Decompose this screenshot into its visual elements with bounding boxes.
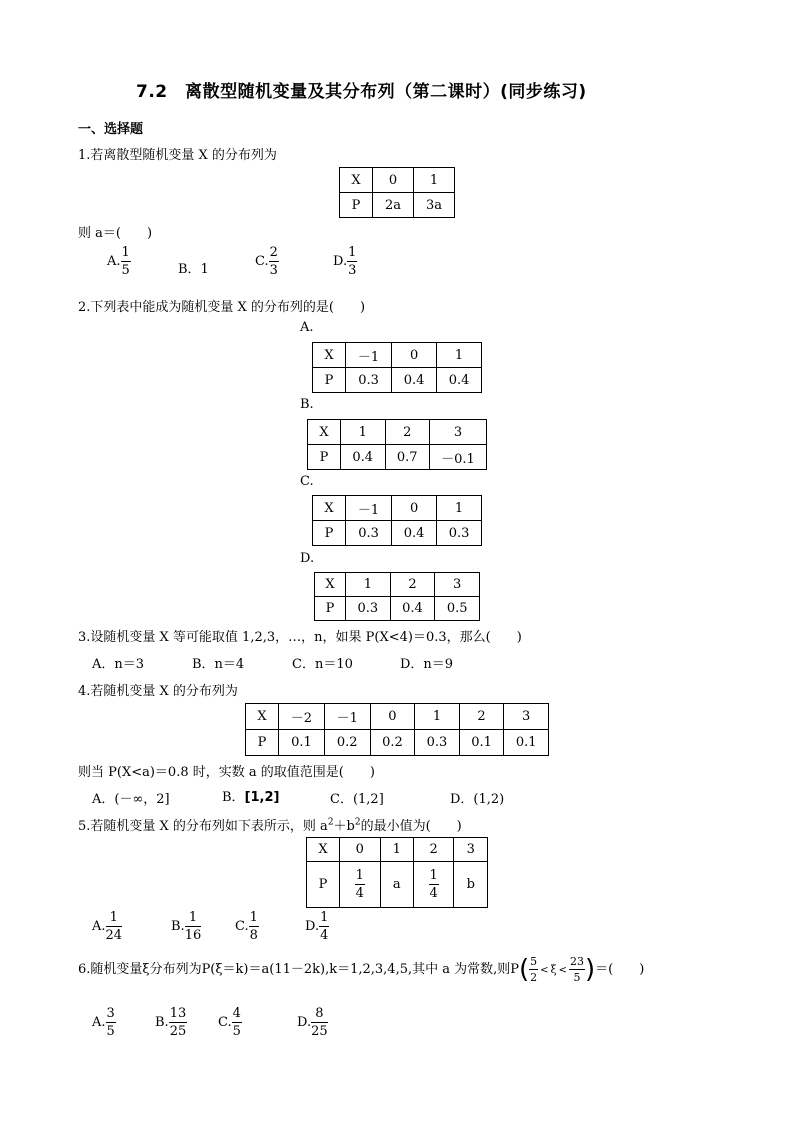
table-cell: P xyxy=(246,730,279,756)
table-cell: 0.1 xyxy=(279,730,325,756)
q2-table-a xyxy=(312,342,482,393)
table-cell: 0.5 xyxy=(435,597,480,621)
table-cell: 1 xyxy=(346,573,391,597)
numerator: 4 xyxy=(232,1006,241,1021)
section-heading: 一、选择题 xyxy=(78,122,144,137)
table-cell: 0 xyxy=(392,496,437,521)
fraction xyxy=(232,1007,242,1038)
denominator: 4 xyxy=(320,928,329,943)
q4-option-b xyxy=(222,786,279,805)
q5-option-b xyxy=(171,911,201,942)
option-label: A. xyxy=(92,1015,106,1030)
q6-stem xyxy=(78,956,644,983)
table-cell: 1 xyxy=(341,420,386,445)
fraction xyxy=(106,911,123,942)
table-cell: 1 xyxy=(380,838,413,862)
table-cell: －0.1 xyxy=(430,445,487,470)
table-cell: P xyxy=(313,521,346,546)
fraction xyxy=(429,869,439,900)
q6-stem-end: ＝( ) xyxy=(595,962,645,977)
q6-option-c xyxy=(218,1007,242,1038)
table-cell: 2a xyxy=(373,193,414,218)
table-cell: 0.2 xyxy=(370,730,415,756)
table-cell: 3a xyxy=(414,193,455,218)
numerator: 13 xyxy=(169,1006,187,1021)
q2-table-d xyxy=(314,572,480,621)
table-cell: 0.3 xyxy=(437,521,482,546)
q5-stem-text: ＋b xyxy=(333,819,355,834)
denominator: 4 xyxy=(355,886,364,901)
denominator: 3 xyxy=(348,263,357,278)
fraction xyxy=(311,1007,328,1038)
less-than: < xyxy=(558,965,567,976)
q1-stem: 1.若离散型随机变量 X 的分布列为 xyxy=(78,148,277,163)
table-cell: －1 xyxy=(346,343,392,368)
table-cell: X xyxy=(315,573,346,597)
q2-option-d-label: D. xyxy=(300,551,315,566)
table-cell: 0.3 xyxy=(346,521,392,546)
less-than: < xyxy=(540,965,549,976)
fraction xyxy=(185,911,202,942)
denominator: 3 xyxy=(269,263,278,278)
q5-table xyxy=(306,837,488,908)
table-cell: 3 xyxy=(504,704,549,730)
denominator: 5 xyxy=(232,1024,241,1039)
table-cell: 0.2 xyxy=(324,730,370,756)
numerator: 1 xyxy=(249,910,258,925)
option-label: A. xyxy=(107,254,121,269)
denominator: 4 xyxy=(429,886,438,901)
table-cell: 0 xyxy=(370,704,415,730)
table-cell xyxy=(340,862,381,908)
table-cell: X xyxy=(313,343,346,368)
fraction xyxy=(169,1007,188,1038)
table-cell: －2 xyxy=(279,704,325,730)
q4-option-d: D．(1,2) xyxy=(450,792,505,807)
numerator: 1 xyxy=(185,911,202,927)
fraction xyxy=(121,246,131,277)
table-cell: 3 xyxy=(454,838,488,862)
table-cell: 0.4 xyxy=(390,597,435,621)
q4-option-c: C．(1,2] xyxy=(330,792,384,807)
q5-option-a xyxy=(92,911,122,942)
q3-option-c: C．n＝10 xyxy=(292,657,353,672)
denominator: 2 xyxy=(530,971,538,984)
fraction xyxy=(269,246,279,277)
fraction xyxy=(569,956,585,983)
table-cell: 0 xyxy=(392,343,437,368)
table-cell: 0.1 xyxy=(504,730,549,756)
q5-option-c xyxy=(235,911,259,942)
table-cell: 3 xyxy=(435,573,480,597)
fraction xyxy=(319,911,329,942)
q5-option-d xyxy=(305,911,329,942)
numerator: 2 xyxy=(269,245,278,260)
numerator: 1 xyxy=(348,245,357,260)
option-label: B. xyxy=(155,1015,169,1030)
q1-ask: 则 a＝( ) xyxy=(78,226,153,241)
q4-ask: 则当 P(X<a)＝0.8 时，实数 a 的取值范围是( ) xyxy=(78,765,375,780)
table-cell: 0.3 xyxy=(346,597,391,621)
option-label: C. xyxy=(255,254,269,269)
table-cell: P xyxy=(313,368,346,393)
table-cell: 1 xyxy=(437,496,482,521)
table-cell: －1 xyxy=(346,496,392,521)
denominator: 25 xyxy=(311,1024,328,1039)
table-cell: 0.1 xyxy=(459,730,504,756)
numerator: 1 xyxy=(106,911,123,927)
q4-stem: 4.若随机变量 X 的分布列为 xyxy=(78,684,238,699)
option-label: D. xyxy=(305,919,320,934)
numerator: 1 xyxy=(320,910,329,925)
fraction xyxy=(529,956,538,983)
q6-stem-text: 6.随机变量ξ分布列为P(ξ＝k)＝a(11－2k),k＝1,2,3,4,5,其中 a 为常数,则P xyxy=(78,962,519,977)
q5-stem-text: 的最小值为( ) xyxy=(360,819,462,834)
fraction xyxy=(249,911,259,942)
option-value: [1,2] xyxy=(244,790,280,805)
q3-option-a: A．n＝3 xyxy=(92,657,145,672)
table-cell xyxy=(413,862,454,908)
q2-table-b xyxy=(307,419,487,470)
option-label: C. xyxy=(218,1015,232,1030)
table-cell: 0.7 xyxy=(385,445,430,470)
denominator: 5 xyxy=(106,1024,115,1039)
table-cell: P xyxy=(315,597,346,621)
table-cell: P xyxy=(340,193,373,218)
q2-option-b-label: B. xyxy=(300,397,314,412)
table-cell: 2 xyxy=(385,420,430,445)
table-cell: 0.4 xyxy=(392,368,437,393)
q4-option-a: A．(－∞，2] xyxy=(92,792,170,807)
denominator: 24 xyxy=(105,928,123,943)
left-paren-symbol: ( xyxy=(519,954,530,985)
table-cell: 0.4 xyxy=(341,445,386,470)
numerator: 5 xyxy=(530,955,538,968)
page-title: 7.2 离散型随机变量及其分布列（第二课时）(同步练习) xyxy=(136,82,587,102)
q5-stem xyxy=(78,815,462,834)
q2-stem: 2.下列表中能成为随机变量 X 的分布列的是( ) xyxy=(78,300,366,315)
q2-table-c xyxy=(312,495,482,546)
denominator: 5 xyxy=(121,263,130,278)
denominator: 25 xyxy=(169,1024,187,1039)
table-cell: a xyxy=(380,862,413,908)
table-cell: 0 xyxy=(340,838,381,862)
q5-stem-text: 5.若随机变量 X 的分布列如下表所示，则 a xyxy=(78,819,328,834)
table-cell: 0 xyxy=(373,168,414,193)
q3-stem: 3.设随机变量 X 等可能取值 1,2,3，…，n，如果 P(X<4)＝0.3，那么( ) xyxy=(78,630,522,645)
numerator: 1 xyxy=(121,245,130,260)
table-cell: 0.3 xyxy=(415,730,460,756)
table-cell: 0.4 xyxy=(437,368,482,393)
xi-symbol: ξ xyxy=(550,963,557,976)
option-label: D. xyxy=(333,254,348,269)
q1-option-a xyxy=(107,246,131,277)
numerator: 8 xyxy=(311,1007,328,1023)
q2-option-c-label: C. xyxy=(300,474,314,489)
table-cell: P xyxy=(308,445,341,470)
table-cell: X xyxy=(313,496,346,521)
table-cell: 3 xyxy=(430,420,487,445)
option-label: A. xyxy=(92,919,106,934)
table-cell: 1 xyxy=(437,343,482,368)
denominator: 16 xyxy=(184,928,202,943)
numerator: 3 xyxy=(106,1006,115,1021)
q4-table xyxy=(245,703,549,756)
table-cell: b xyxy=(454,862,488,908)
table-cell: X xyxy=(307,838,340,862)
table-cell: 0.3 xyxy=(346,368,392,393)
fraction xyxy=(106,1007,116,1038)
fraction xyxy=(355,869,365,900)
table-cell: X xyxy=(340,168,373,193)
right-paren-symbol: ) xyxy=(585,954,596,985)
q6-option-d xyxy=(297,1007,328,1038)
option-label: D. xyxy=(297,1015,312,1030)
fraction xyxy=(347,246,357,277)
q3-option-b: B．n＝4 xyxy=(192,657,245,672)
option-label: B． xyxy=(222,790,245,805)
q1-option-b: B．1 xyxy=(178,262,209,277)
q2-option-a-label: A. xyxy=(300,320,314,335)
numerator: 1 xyxy=(355,868,364,883)
table-cell: －1 xyxy=(324,704,370,730)
superscript: 2 xyxy=(327,817,334,828)
table-cell: 2 xyxy=(390,573,435,597)
q6-option-a xyxy=(92,1007,116,1038)
denominator: 5 xyxy=(573,971,581,984)
table-cell: P xyxy=(307,862,340,908)
q1-option-d xyxy=(333,246,357,277)
q3-option-d: D．n＝9 xyxy=(400,657,454,672)
table-cell: 2 xyxy=(459,704,504,730)
q1-table xyxy=(339,167,455,218)
superscript: 2 xyxy=(354,817,361,828)
numerator: 23 xyxy=(570,955,584,968)
table-cell: 1 xyxy=(415,704,460,730)
option-label: C. xyxy=(235,919,249,934)
option-label: B. xyxy=(171,919,185,934)
q1-option-c xyxy=(255,246,279,277)
table-cell: 0.4 xyxy=(392,521,437,546)
q6-option-b xyxy=(155,1007,187,1038)
numerator: 1 xyxy=(429,868,438,883)
table-cell: 1 xyxy=(414,168,455,193)
table-cell: 2 xyxy=(413,838,454,862)
denominator: 8 xyxy=(249,928,258,943)
table-cell: X xyxy=(308,420,341,445)
table-cell: X xyxy=(246,704,279,730)
